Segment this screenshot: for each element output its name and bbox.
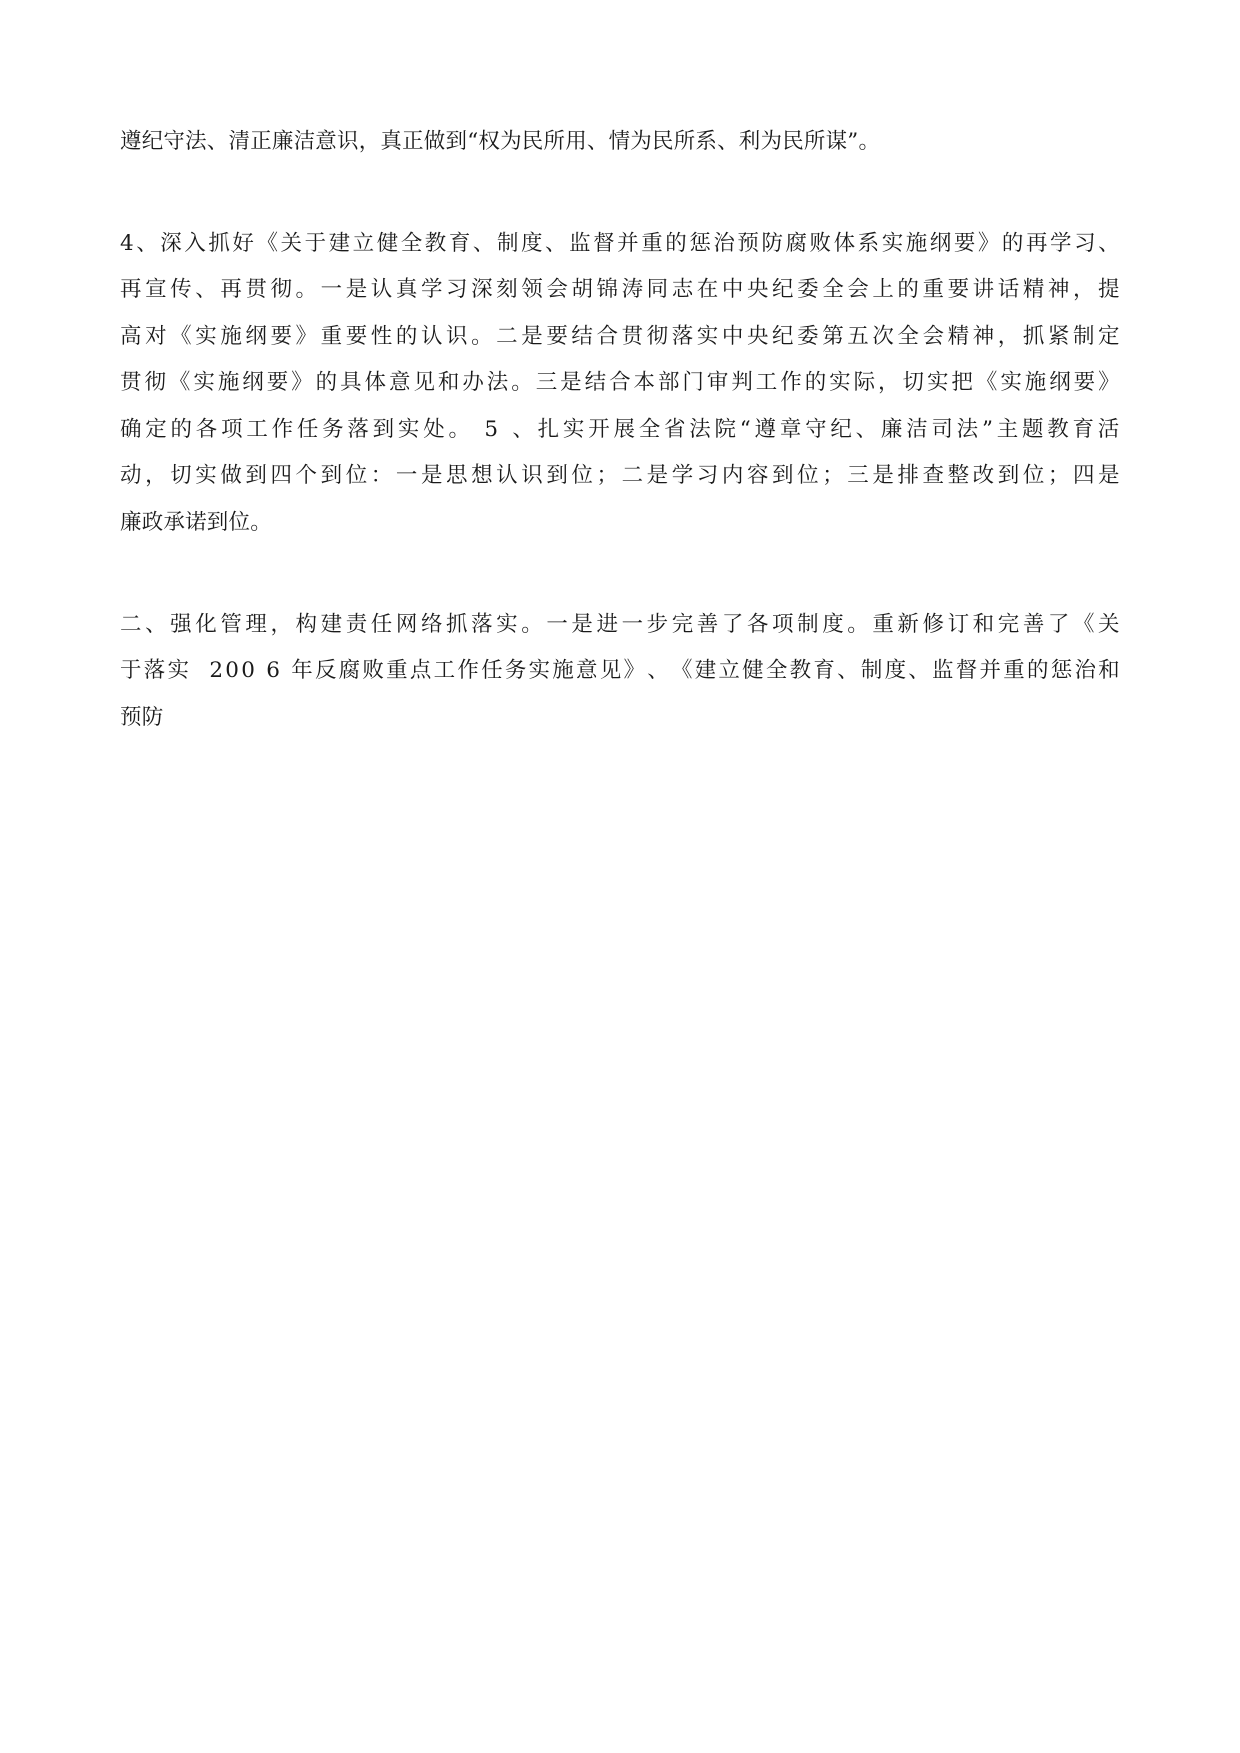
text-line: 遵纪守法、清正廉洁意识，真正做到“权为民所用、情为民所系、利为民所谋”。 — [120, 129, 881, 154]
text-line: 预防 — [120, 705, 164, 730]
text-line: 动 ， 切 实 做 到 四 个 到 位 ： 一 是 思 想 认 识 到 位 ； 二 是 学 习 内 容 到 位 ； 三 是 排 查 整 改 到 位 ； 四 是 — [120, 463, 1120, 488]
text-line: 确 定 的 各 项 工 作 任 务 落 到 实 处 。 5 、 扎 实 开 展 全 省 法 院 “ 遵 章 守 纪 、 廉 洁 司 法 ” 主 题 教 育 活 — [120, 417, 1120, 442]
text-line: 二 、 强 化 管 理 ， 构 建 责 任 网 络 抓 落 实 。 一 是 进 一 步 完 善 了 各 项 制 度 。 重 新 修 订 和 完 善 了 《 关 — [120, 612, 1120, 637]
text-line: 高 对 《 实 施 纲 要 》 重 要 性 的 认 识 。 二 是 要 结 合 贯 彻 落 实 中 央 纪 委 第 五 次 全 会 精 神 ， 抓 紧 制 定 — [120, 324, 1120, 349]
text-line: 廉政承诺到位。 — [120, 510, 272, 535]
text-line: 贯 彻 《 实 施 纲 要 》 的 具 体 意 见 和 办 法 。 三 是 结 合 本 部 门 审 判 工 作 的 实 际 ， 切 实 把 《 实 施 纲 要 》 — [120, 370, 1120, 395]
text-line: 4 、 深 入 抓 好 《 关 于 建 立 健 全 教 育 、 制 度 、 监 督 并 重 的 惩 治 预 防 腐 败 体 系 实 施 纲 要 》 的 再 学 习 、 — [120, 231, 1120, 256]
text-line: 再 宣 传 、 再 贯 彻 。 一 是 认 真 学 习 深 刻 领 会 胡 锦 涛 同 志 在 中 央 纪 委 全 会 上 的 重 要 讲 话 精 神 ， 提 — [120, 277, 1120, 302]
text-line: 于 落 实 2 0 0 6 年 反 腐 败 重 点 工 作 任 务 实 施 意 见 》 、 《 建 立 健 全 教 育 、 制 度 、 监 督 并 重 的 惩 治 和 — [120, 658, 1120, 683]
